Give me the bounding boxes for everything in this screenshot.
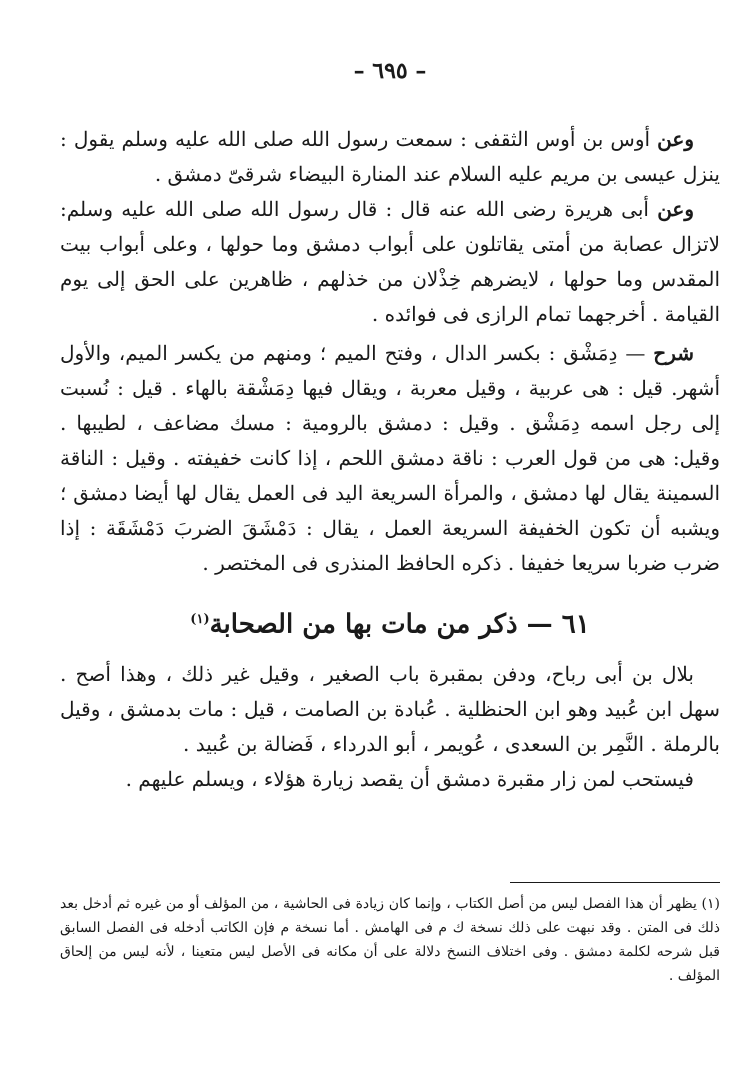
section-heading [60, 595, 720, 645]
companions-paragraph [60, 657, 720, 762]
section-heading-text: ٦١ — ذكر من مات بها من الصحابة [209, 609, 590, 640]
paragraph-text: — دِمَشْق : بكسر الدال ، وفتح الميم ؛ ومنهم من يكسر الميم، والأول أشهر. قيل : هى عربية ، وقيل معربة ، ويقال فيها دِمَشْقة بالهاء . قيل : نُسبت إلى رجل اسمه دِمَشْق . وقيل : دمشق بالرومية : مسك مضاعف ، لطيبها . وقيل: هى من قول العرب : ناقة دمشق اللحم ، إذا كانت خفيفته . وقيل : الناقة السمينة يقال لها دمشق ، والمرأة السريعة اليد فى العمل يقال لها أيضا دمشق ؛ ويشبه أن تكون الخفيفة السريعة العمل ، يقال : دَمْشَقَ الضربَ دَمْشَقَة : إذا ضرب ضربا سريعا خفيفا . ذكره الحافظ المنذرى فى المختصر . [60, 341, 720, 575]
footnote-reference: (١) [190, 612, 210, 627]
paragraph-text: فيستحب لمن زار مقبرة دمشق أن يقصد زيارة هؤلاء ، ويسلم عليهم . [125, 767, 694, 791]
paragraph-lead-word: وعن [657, 127, 694, 151]
hadith-paragraph-2 [60, 192, 720, 332]
footnotes [60, 892, 720, 988]
footnote-divider [510, 882, 720, 883]
footnote-1: (١) يظهر أن هذا الفصل ليس من أصل الكتاب ، وإنما كان زيادة فى الحاشية ، من المؤلف أو من غيره ثم أدخل بعد ذلك فى المتن . وقد نبهت على ذلك نسخة ك م فى الهامش . أما نسخة م فإن الكاتب أدخله فى الفصل السابق قبل شرحه لكلمة دمشق . وفى اختلاف النسخ دلالة على أن مكانه فى الأصل ليس متعينا ، لأنه ليس من إلحاق المؤلف . [60, 896, 720, 984]
page-number: – ٦٩٥ – [353, 58, 427, 84]
paragraph-text: بلال بن أبى رباح، ودفن بمقبرة باب الصغير ، وقيل غير ذلك ، وهذا أصح . سهل ابن عُبيد وهو ابن الحنظلية . عُبادة بن الصامت ، قيل : مات بدمشق ، وقيل بالرملة . النَّمِر بن السعدى ، عُويمر ، أبو الدرداء ، فَضالة بن عُبيد . [60, 662, 720, 756]
paragraph-text: أبى هريرة رضى الله عنه قال : قال رسول الله صلى الله عليه وسلم: لاتزال عصابة من أمتى يقاتلون على أبواب دمشق وما حولها ، وعلى أبواب بيت المقدس وما حولها ، لايضرهم خِذْلان من خذلهم ، ظاهرين على الحق إلى يوم القيامة . أخرجهما تمام الرازى فى فوائده . [60, 197, 720, 326]
paragraph-lead-word: شرح [653, 341, 694, 365]
paragraph-text: أوس بن أوس الثقفى : سمعت رسول الله صلى الله عليه وسلم يقول : ينزل عيسى بن مريم عليه السلام عند المنارة البيضاء شرقىّ دمشق . [60, 127, 720, 186]
document-page [60, 50, 720, 1060]
commentary-paragraph [60, 336, 720, 581]
closing-paragraph [60, 762, 720, 797]
hadith-paragraph-1 [60, 122, 720, 192]
paragraph-lead-word: وعن [657, 197, 695, 221]
